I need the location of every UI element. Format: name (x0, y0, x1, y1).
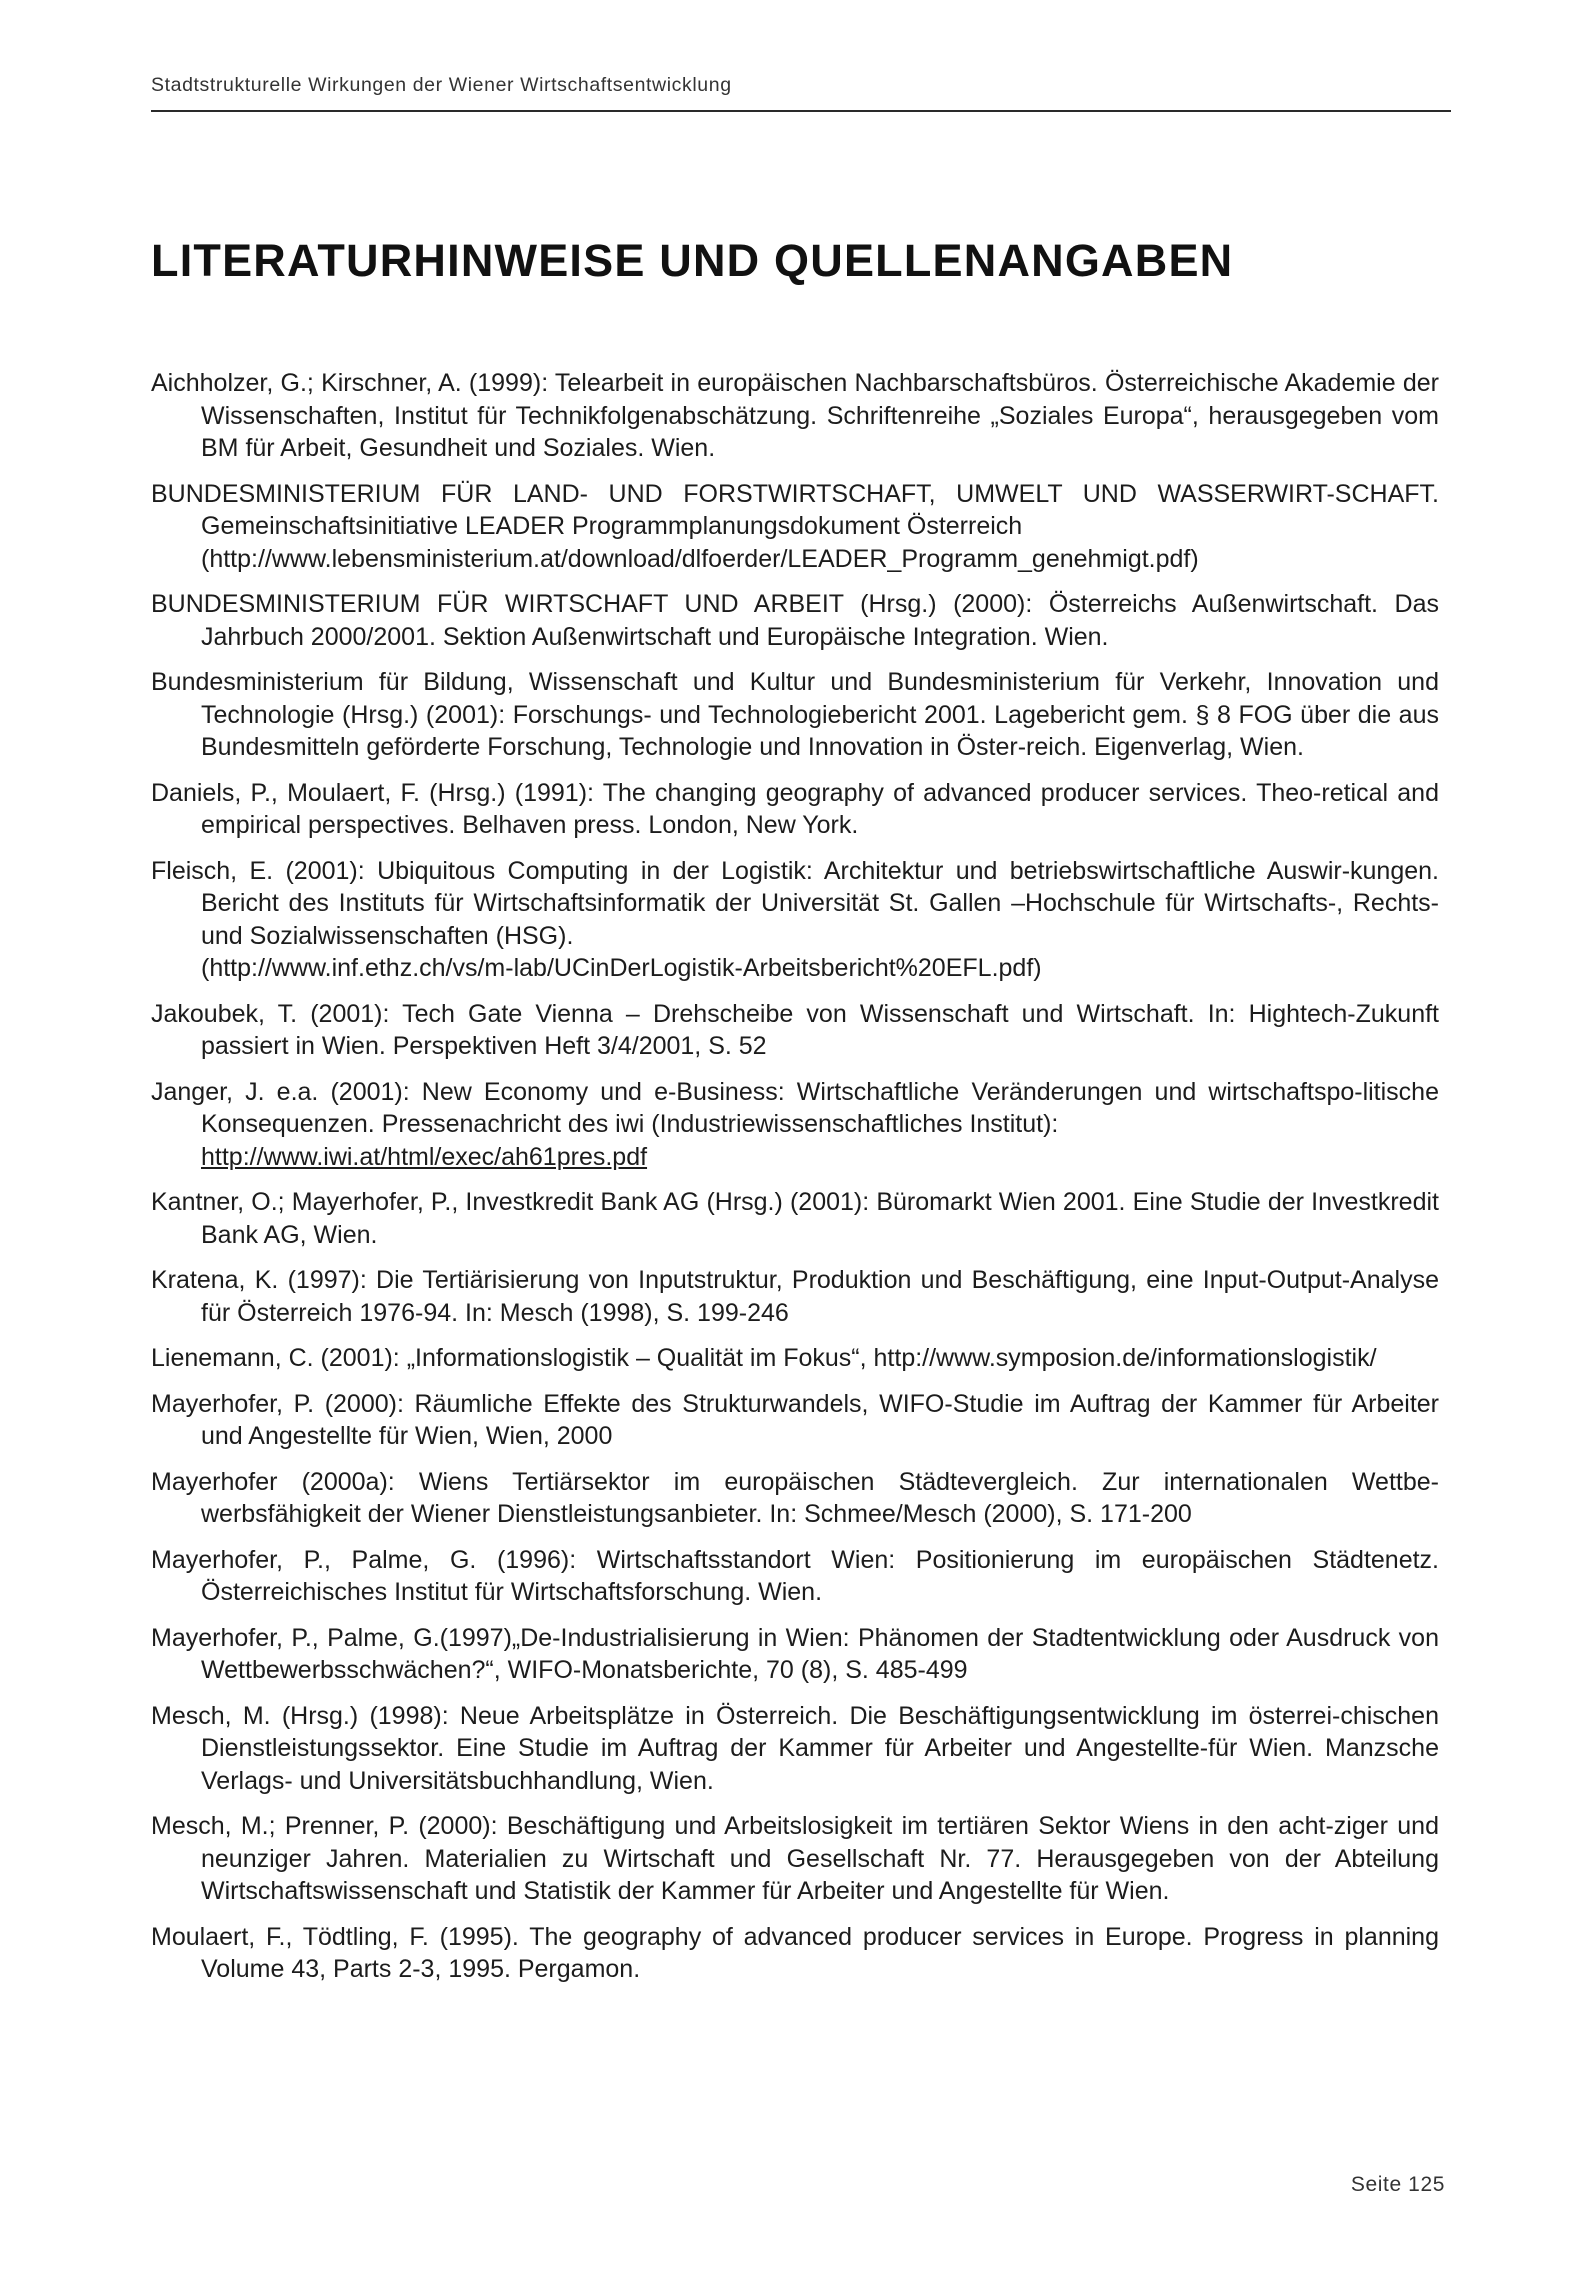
reference-text: Mayerhofer, P. (2000): Räumliche Effekte des Strukturwandels, WIFO-Studie im Auftrag der Kammer für Arbeiter und Angestellte für Wien, Wien, 2000 (151, 1389, 1439, 1450)
reference-text: Fleisch, E. (2001): Ubiquitous Computing in der Logistik: Architektur und betriebswirtschaftliche Auswir-kungen. Bericht des Instituts für Wirtschaftsinformatik der Universität St. Gallen –Hochschule für Wirtschafts-, Rechts- und Sozialwissenschaften (HSG). (151, 856, 1439, 950)
running-header: Stadtstrukturelle Wirkungen der Wiener Wirtschaftsentwicklung (151, 74, 732, 96)
reference-entry (151, 998, 1439, 1063)
reference-entry (151, 1921, 1439, 1986)
reference-entry (151, 478, 1439, 576)
reference-text: Lienemann, C. (2001): „Informationslogistik – Qualität im Fokus“, http://www.symposion.de/informationslogistik/ (151, 1344, 1377, 1372)
reference-text: Kratena, K. (1997): Die Tertiärisierung von Inputstruktur, Produktion und Beschäftigung, eine Input-Output-Analyse für Österreich 1976-94. In: Mesch (1998), S. 199-246 (151, 1266, 1439, 1327)
reference-entry (151, 1466, 1439, 1531)
reference-text: Aichholzer, G.; Kirschner, A. (1999): Telearbeit in europäischen Nachbarschaftsbüros. Österreichische Akademie der Wissenschaften, Institut für Technikfolgenabschätzung. Schriftenreihe „Soziales Europa“, herausgegeben vom BM für Arbeit, Gesundheit und Soziales. Wien. (151, 369, 1439, 462)
reference-url: (http://www.inf.ethz.ch/vs/m-lab/UCinDerLogistik-Arbeitsbericht%20EFL.pdf) (201, 954, 1042, 982)
reference-text: Mayerhofer (2000a): Wiens Tertiärsektor im europäischen Städtevergleich. Zur internationalen Wettbe-werbsfähigkeit der Wiener Dienstleistungsanbieter. In: Schmee/Mesch (2000), S. 171-200 (151, 1467, 1439, 1528)
reference-text: Jakoubek, T. (2001): Tech Gate Vienna – Drehscheibe von Wissenschaft und Wirtschaft. In: Hightech-Zukunft passiert in Wien. Perspektiven Heft 3/4/2001, S. 52 (151, 999, 1439, 1060)
reference-entry (151, 1388, 1439, 1453)
reference-entry (151, 367, 1439, 465)
reference-entry (151, 1700, 1439, 1798)
reference-entry (151, 1544, 1439, 1609)
reference-entry (151, 1264, 1439, 1329)
reference-list (151, 367, 1439, 1999)
reference-text: Bundesministerium für Bildung, Wissenschaft und Kultur und Bundesministerium für Verkehr, Innovation und Technologie (Hrsg.) (2001): Forschungs- und Technologiebericht 2001. Lagebericht gem. § 8 FOG über die aus Bundesmitteln geförderte Forschung, Technologie und Innovation in Öster-reich. Eigenverlag, Wien. (151, 668, 1439, 761)
reference-entry (151, 588, 1439, 653)
reference-entry (151, 666, 1439, 764)
reference-text: Mayerhofer, P., Palme, G. (1996): Wirtschaftsstandort Wien: Positionierung im europäischen Städtenetz. Österreichisches Institut für Wirtschaftsforschung. Wien. (151, 1545, 1439, 1606)
page-number: Seite 125 (1350, 2173, 1445, 2196)
reference-entry (151, 855, 1439, 985)
reference-entry (151, 777, 1439, 842)
header-divider (151, 110, 1451, 112)
reference-entry (151, 1810, 1439, 1908)
reference-text: BUNDESMINISTERIUM FÜR LAND- UND FORSTWIRTSCHAFT, UMWELT UND WASSERWIRT-SCHAFT. Gemeinschaftsinitiative LEADER Programmplanungsdokument Österreich (151, 479, 1439, 540)
reference-text: Moulaert, F., Tödtling, F. (1995). The geography of advanced producer services in Europe. Progress in planning Volume 43, Parts 2-3, 1995. Pergamon. (151, 1922, 1439, 1983)
reference-text: Daniels, P., Moulaert, F. (Hrsg.) (1991): The changing geography of advanced producer services. Theo-retical and empirical perspectives. Belhaven press. London, New York. (151, 778, 1439, 839)
reference-text: Mesch, M. (Hrsg.) (1998): Neue Arbeitsplätze in Österreich. Die Beschäftigungsentwicklung im österrei-chischen Dienstleistungssektor. Eine Studie im Auftrag der Kammer für Arbeiter und Angestellte-für Wien. Manzsche Verlags- und Universitätsbuchhandlung, Wien. (151, 1701, 1439, 1795)
reference-text: Janger, J. e.a. (2001): New Economy und e-Business: Wirtschaftliche Veränderungen und wirtschaftspo-litische Konsequenzen. Pressenachricht des iwi (Industriewissenschaftliches Institut): (151, 1077, 1439, 1138)
reference-text: Mesch, M.; Prenner, P. (2000): Beschäftigung und Arbeitslosigkeit im tertiären Sektor Wiens in den acht-ziger und neunziger Jahren. Materialien zu Wirtschaft und Gesellschaft Nr. 77. Herausgegeben von der Abteilung Wirtschaftswissenschaft und Statistik der Kammer für Arbeiter und Angestellte für Wien. (151, 1812, 1439, 1905)
reference-url: (http://www.lebensministerium.at/download/dlfoerder/LEADER_Programm_genehmigt.pdf) (201, 544, 1199, 573)
reference-text: BUNDESMINISTERIUM FÜR WIRTSCHAFT UND ARBEIT (Hrsg.) (2000): Österreichs Außenwirtschaft. Das Jahrbuch 2000/2001. Sektion Außenwirtschaft und Europäische Integration. Wien. (151, 590, 1439, 651)
reference-entry (151, 1622, 1439, 1687)
page-title: LITERATURHINWEISE UND QUELLENANGABEN (151, 235, 1234, 286)
reference-link[interactable]: http://www.iwi.at/html/exec/ah61pres.pdf (201, 1142, 648, 1171)
reference-entry (151, 1076, 1439, 1174)
reference-entry (151, 1186, 1439, 1251)
reference-text: Kantner, O.; Mayerhofer, P., Investkredit Bank AG (Hrsg.) (2001): Büromarkt Wien 2001. Eine Studie der Investkredit Bank AG, Wien. (151, 1188, 1439, 1249)
reference-text: Mayerhofer, P., Palme, G.(1997)„De-Industrialisierung in Wien: Phänomen der Stadtentwicklung oder Ausdruck von Wettbewerbsschwächen?“, WIFO-Monatsberichte, 70 (8), S. 485-499 (151, 1623, 1439, 1684)
reference-entry (151, 1342, 1439, 1375)
